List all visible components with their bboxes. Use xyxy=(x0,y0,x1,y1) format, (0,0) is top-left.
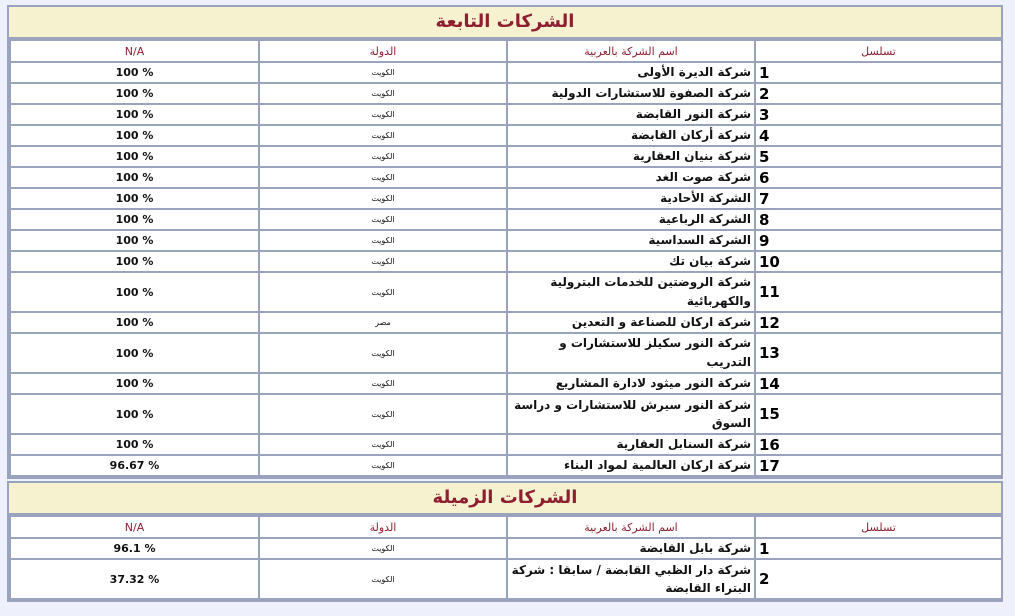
row-percentage: 100 % xyxy=(10,434,259,455)
row-percentage: 100 % xyxy=(10,373,259,394)
row-country: الكويت xyxy=(259,333,507,373)
row-country: الكويت xyxy=(259,188,507,209)
header-country: الدولة xyxy=(259,40,507,62)
row-company-name: شركة النور القابضة xyxy=(507,104,755,125)
table-row xyxy=(10,146,1002,167)
row-country: الكويت xyxy=(259,125,507,146)
header-pct: N/A xyxy=(10,516,259,538)
associates-title: الشركات الزميلة xyxy=(9,483,1001,515)
row-seq: 4 xyxy=(755,125,1002,146)
row-country: الكويت xyxy=(259,538,507,559)
row-company-name: شركة الصفوة للاستشارات الدولية xyxy=(507,83,755,104)
row-country: الكويت xyxy=(259,373,507,394)
row-country: مصر xyxy=(259,312,507,333)
subsidiaries-table xyxy=(9,39,1003,477)
row-company-name: شركة بابل القابضة xyxy=(507,538,755,559)
row-seq: 15 xyxy=(755,394,1002,434)
row-seq: 7 xyxy=(755,188,1002,209)
table-row xyxy=(10,62,1002,83)
associates-panel xyxy=(7,481,1003,602)
row-country: الكويت xyxy=(259,394,507,434)
row-percentage: 100 % xyxy=(10,62,259,83)
table-row xyxy=(10,83,1002,104)
header-name: اسم الشركة بالعربية xyxy=(507,516,755,538)
row-company-name: شركة الروضتين للخدمات البترولية والكهربائية xyxy=(507,272,755,312)
row-percentage: 100 % xyxy=(10,104,259,125)
row-seq: 3 xyxy=(755,104,1002,125)
header-name: اسم الشركة بالعربية xyxy=(507,40,755,62)
header-country: الدولة xyxy=(259,516,507,538)
row-company-name: شركة النور ميثود لادارة المشاريع xyxy=(507,373,755,394)
row-company-name: شركة السنابل العقارية xyxy=(507,434,755,455)
row-percentage: 100 % xyxy=(10,251,259,272)
table-row xyxy=(10,209,1002,230)
row-country: الكويت xyxy=(259,434,507,455)
table-row xyxy=(10,251,1002,272)
row-company-name: الشركة الرباعية xyxy=(507,209,755,230)
row-company-name: شركة الديرة الأولى xyxy=(507,62,755,83)
row-company-name: الشركة السداسية xyxy=(507,230,755,251)
row-percentage: 96.67 % xyxy=(10,455,259,476)
row-seq: 9 xyxy=(755,230,1002,251)
row-country: الكويت xyxy=(259,230,507,251)
row-percentage: 100 % xyxy=(10,209,259,230)
table-row xyxy=(10,104,1002,125)
subsidiaries-header-row xyxy=(10,40,1002,62)
table-row xyxy=(10,559,1002,599)
row-percentage: 100 % xyxy=(10,312,259,333)
row-seq: 17 xyxy=(755,455,1002,476)
row-seq: 8 xyxy=(755,209,1002,230)
row-country: الكويت xyxy=(259,83,507,104)
row-seq: 2 xyxy=(755,559,1002,599)
row-company-name: شركة بنيان العقارية xyxy=(507,146,755,167)
row-seq: 1 xyxy=(755,538,1002,559)
associates-header-row xyxy=(10,516,1002,538)
row-country: الكويت xyxy=(259,559,507,599)
row-country: الكويت xyxy=(259,167,507,188)
row-seq: 13 xyxy=(755,333,1002,373)
row-percentage: 100 % xyxy=(10,167,259,188)
row-percentage: 100 % xyxy=(10,333,259,373)
row-percentage: 100 % xyxy=(10,83,259,104)
table-row xyxy=(10,538,1002,559)
table-row xyxy=(10,373,1002,394)
row-company-name: شركة اركان للصناعة و التعدين xyxy=(507,312,755,333)
row-country: الكويت xyxy=(259,104,507,125)
table-row xyxy=(10,455,1002,476)
row-country: الكويت xyxy=(259,146,507,167)
table-row xyxy=(10,312,1002,333)
row-company-name: شركة صوت الغد xyxy=(507,167,755,188)
row-company-name: شركة دار الظبي القابضة / سابقا : شركة البتراء القابضة xyxy=(507,559,755,599)
row-percentage: 100 % xyxy=(10,394,259,434)
row-percentage: 96.1 % xyxy=(10,538,259,559)
row-company-name: شركة أركان القابضة xyxy=(507,125,755,146)
header-pct: N/A xyxy=(10,40,259,62)
row-percentage: 100 % xyxy=(10,272,259,312)
row-country: الكويت xyxy=(259,209,507,230)
row-seq: 11 xyxy=(755,272,1002,312)
table-row xyxy=(10,272,1002,312)
table-row xyxy=(10,333,1002,373)
row-seq: 14 xyxy=(755,373,1002,394)
row-company-name: الشركة الأحادية xyxy=(507,188,755,209)
row-country: الكويت xyxy=(259,455,507,476)
row-seq: 5 xyxy=(755,146,1002,167)
row-seq: 12 xyxy=(755,312,1002,333)
row-company-name: شركة اركان العالمية لمواد البناء xyxy=(507,455,755,476)
associates-table xyxy=(9,515,1003,600)
row-company-name: شركة بيان تك xyxy=(507,251,755,272)
row-company-name: شركة النور سكيلز للاستشارات و التدريب xyxy=(507,333,755,373)
row-company-name: شركة النور سيرش للاستشارات و دراسة السوق xyxy=(507,394,755,434)
table-row xyxy=(10,230,1002,251)
row-country: الكويت xyxy=(259,272,507,312)
row-percentage: 100 % xyxy=(10,146,259,167)
subsidiaries-panel xyxy=(7,5,1003,479)
row-seq: 16 xyxy=(755,434,1002,455)
row-percentage: 100 % xyxy=(10,230,259,251)
table-row xyxy=(10,394,1002,434)
table-row xyxy=(10,188,1002,209)
row-country: الكويت xyxy=(259,62,507,83)
row-percentage: 100 % xyxy=(10,125,259,146)
row-seq: 2 xyxy=(755,83,1002,104)
header-seq: تسلسل xyxy=(755,516,1002,538)
row-country: الكويت xyxy=(259,251,507,272)
row-seq: 6 xyxy=(755,167,1002,188)
row-percentage: 37.32 % xyxy=(10,559,259,599)
table-row xyxy=(10,434,1002,455)
subsidiaries-title: الشركات التابعة xyxy=(9,7,1001,39)
row-percentage: 100 % xyxy=(10,188,259,209)
row-seq: 1 xyxy=(755,62,1002,83)
table-row xyxy=(10,125,1002,146)
header-seq: تسلسل xyxy=(755,40,1002,62)
row-seq: 10 xyxy=(755,251,1002,272)
table-row xyxy=(10,167,1002,188)
